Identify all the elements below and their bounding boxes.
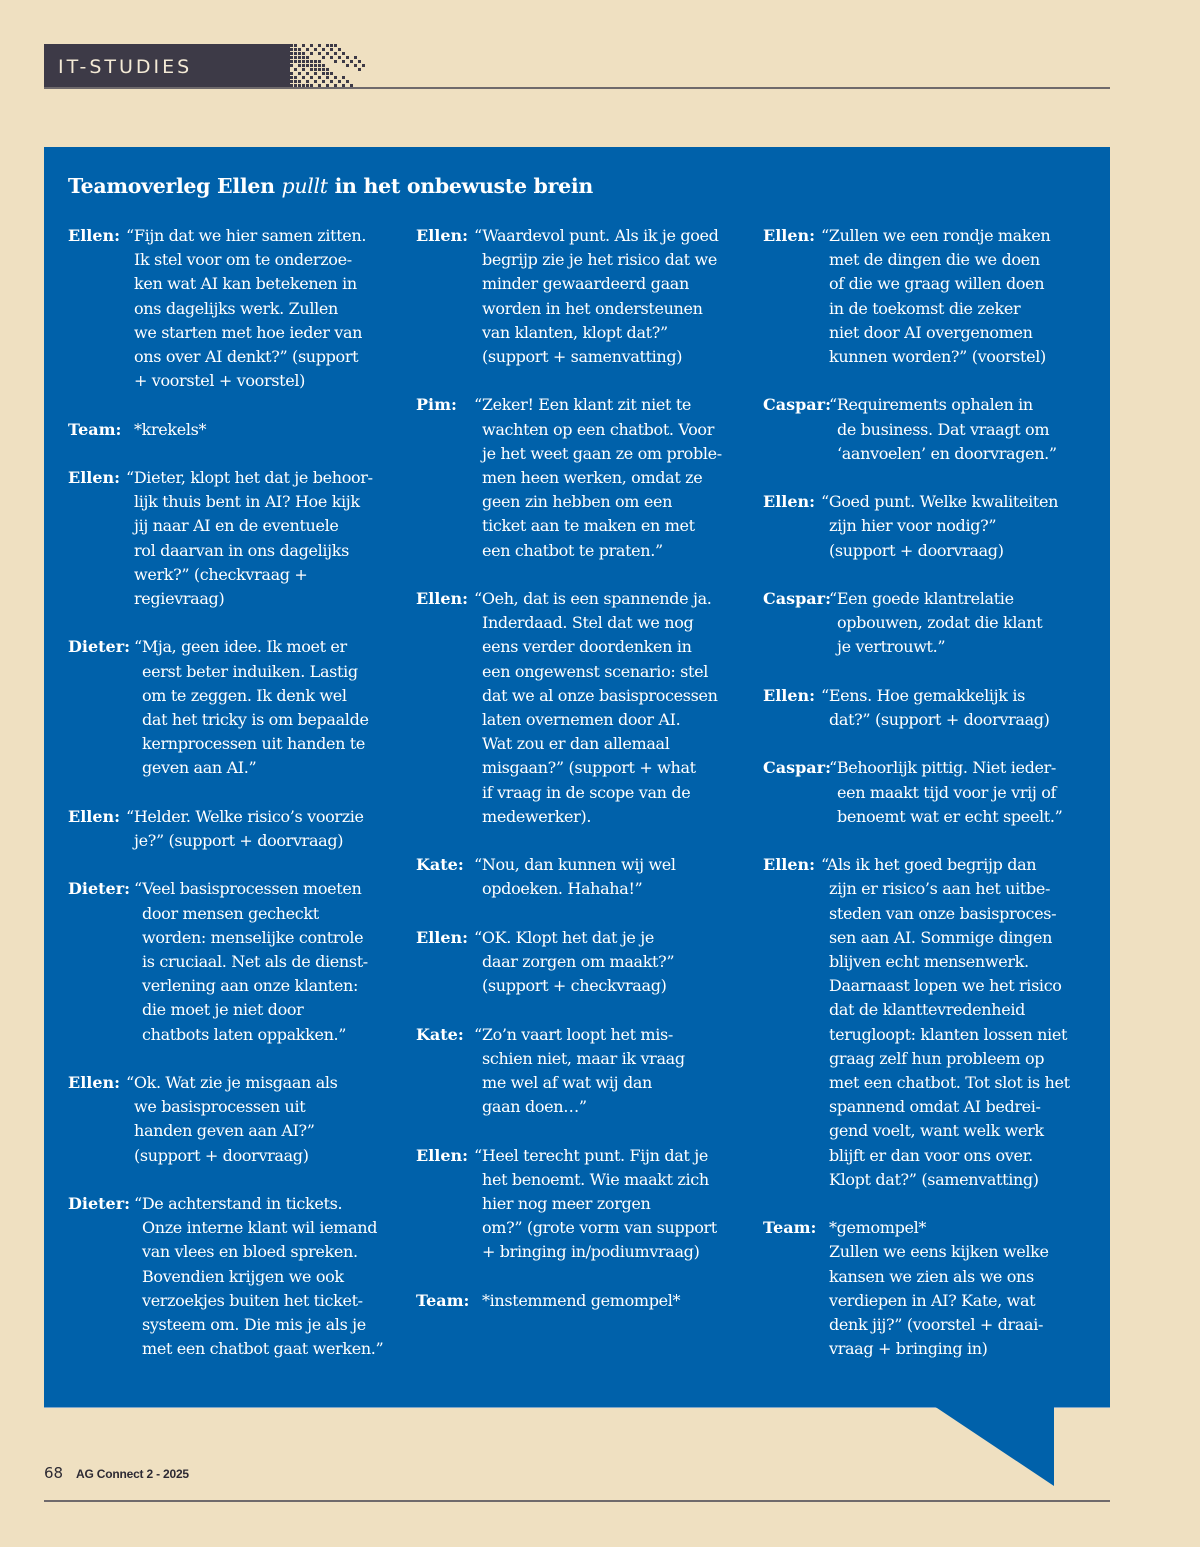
panel-title bbox=[68, 172, 593, 200]
dialogue-entry bbox=[68, 635, 408, 780]
publication-name: AG Connect 2 - 2025 bbox=[76, 1467, 189, 1481]
header-divider bbox=[44, 87, 1110, 89]
speech-text: “Mja, geen idee. Ik moet er eerst beter induiken. Lastig om te zeggen. Ik denk wel dat het tricky is om bepaalde kernprocessen uit handen te geven aan AI.” bbox=[134, 637, 369, 778]
speech-text: “Ok. Wat zie je misgaan als we basisprocessen uit handen geven aan AI?” (support + doorvraag) bbox=[126, 1073, 338, 1165]
dialogue-entry bbox=[416, 393, 756, 562]
speaker-name: Team: bbox=[68, 419, 122, 439]
dialogue-entry bbox=[68, 805, 408, 853]
dialogue-entry bbox=[416, 853, 756, 901]
dialogue-entry bbox=[763, 393, 1103, 466]
speaker-name: Team: bbox=[416, 1290, 470, 1310]
dialogue-entry bbox=[416, 1144, 756, 1265]
speech-text: “Waardevol punt. Als ik je goed begrijp zie je het risico dat we minder gewaardeerd gaan worden in het ondersteunen van klanten, klopt dat?” (support + samenvatting) bbox=[474, 226, 719, 367]
speech-text: “Een goede klantrelatie opbouwen, zodat die klant je vertrouwt.” bbox=[829, 589, 1043, 657]
speaker-name: Ellen: bbox=[416, 927, 469, 947]
dialogue-column-1 bbox=[68, 224, 408, 1386]
dialogue-entry bbox=[763, 684, 1103, 732]
speech-text: “De achterstand in tickets. Onze interne klant wil iemand van vlees en bloed spreken. Bovendien krijgen we ook verzoekjes buiten het ticket- systeem om. Die mis je als je met een chatbot gaat werken.” bbox=[134, 1194, 384, 1359]
speech-text: “Eens. Hoe gemakkelijk is dat?” (support + doorvraag) bbox=[821, 685, 1050, 729]
speaker-name: Ellen: bbox=[68, 468, 121, 487]
dialogue-entry bbox=[68, 877, 408, 1046]
speaker-name: Ellen: bbox=[763, 492, 816, 512]
speech-text: *instemmend gemompel* bbox=[482, 1290, 681, 1310]
speaker-name: Kate: bbox=[416, 1024, 464, 1044]
speech-text: “Zullen we een rondje maken met de dingen die we doen of die we graag willen doen in de toekomst die zeker niet door AI overgenomen kunnen worden?” (voorstel) bbox=[821, 226, 1051, 367]
speaker-name: Caspar: bbox=[763, 589, 831, 608]
speech-text: “Helder. Welke risico’s voorzie je?” (support + doorvraag) bbox=[126, 806, 364, 851]
dialogue-entry bbox=[68, 1192, 408, 1361]
speaker-name: Ellen: bbox=[68, 1073, 121, 1093]
speech-text: “Dieter, klopt het dat je behoor- lijk thuis bent in AI? Hoe kijk jij naar AI en de eventuele rol daarvan in ons dagelijks werk?” (checkvraag + regievraag) bbox=[126, 468, 373, 609]
speaker-name: Ellen: bbox=[763, 226, 816, 245]
title-italic-word: pullt bbox=[281, 174, 328, 198]
speaker-name: Ellen: bbox=[416, 1145, 469, 1165]
dialogue-entry bbox=[763, 490, 1103, 563]
speaker-name: Caspar: bbox=[763, 395, 831, 415]
page-number: 68 bbox=[44, 1464, 64, 1482]
dialogue-entry bbox=[763, 587, 1103, 660]
dither-pattern-decoration bbox=[286, 43, 366, 88]
speaker-name: Team: bbox=[763, 1218, 817, 1238]
speaker-name: Ellen: bbox=[763, 685, 816, 705]
dialogue-entry bbox=[68, 466, 408, 611]
speech-text: “Veel basisprocessen moeten door mensen gecheckt worden: menselijke controle is cruciaal. Net als de dienst- verlening aan onze klanten: die moet je niet door chatbots laten oppakken.” bbox=[134, 879, 368, 1044]
speaker-name: Dieter: bbox=[68, 879, 131, 899]
dialogue-entry bbox=[68, 1071, 408, 1168]
speaker-name: Ellen: bbox=[68, 806, 121, 826]
footer-divider bbox=[44, 1500, 1110, 1502]
section-label: IT-STUDIES bbox=[58, 56, 193, 78]
dialogue-column-3 bbox=[763, 224, 1103, 1386]
speaker-name: Caspar: bbox=[763, 758, 831, 778]
speech-text: “Requirements ophalen in de business. Dat vraagt om ‘aanvoelen’ en doorvragen.” bbox=[829, 395, 1057, 463]
speaker-name: Kate: bbox=[416, 855, 464, 875]
dialogue-entry bbox=[68, 224, 408, 393]
speech-text: “Behoorlijk pittig. Niet ieder- een maakt tijd voor je vrij of benoemt wat er echt speelt.” bbox=[829, 758, 1063, 826]
speech-text: *krekels* bbox=[134, 419, 207, 439]
dialogue-column-2 bbox=[416, 224, 756, 1337]
dialogue-entry bbox=[416, 1289, 756, 1313]
speech-text: “Fijn dat we hier samen zitten. Ik stel voor om te onderzoe- ken wat AI kan betekenen in ons dagelijks werk. Zullen we starten met hoe ieder van ons over AI denkt?” (support + voorstel + voorstel) bbox=[126, 226, 367, 391]
dialogue-entry bbox=[68, 418, 408, 442]
speaker-name: Dieter: bbox=[68, 637, 131, 657]
dialogue-entry bbox=[763, 224, 1103, 369]
speech-bubble-tail bbox=[934, 1406, 1054, 1486]
speech-text: “Oeh, dat is een spannende ja. Inderdaad. Stel dat we nog eens verder doordenken in een ongewenst scenario: stel dat we al onze basisprocessen laten overnemen door AI. Wat zou er dan allemaal misgaan?” (support + what if vraag in de scope van de medewerker). bbox=[474, 589, 718, 826]
title-part-1: Teamoverleg Ellen bbox=[68, 174, 282, 198]
title-part-2: in het onbewuste brein bbox=[327, 174, 593, 198]
speaker-name: Ellen: bbox=[416, 226, 469, 245]
speaker-name: Ellen: bbox=[763, 855, 816, 875]
speaker-name: Ellen: bbox=[416, 589, 469, 609]
speaker-name: Dieter: bbox=[68, 1194, 131, 1214]
speech-text: “Zo’n vaart loopt het mis- schien niet, maar ik vraag me wel af wat wij dan gaan doen…” bbox=[474, 1024, 685, 1117]
speaker-name: Ellen: bbox=[68, 226, 121, 245]
dialogue-entry bbox=[763, 1216, 1103, 1361]
dialogue-entry bbox=[763, 853, 1103, 1192]
dialogue-entry bbox=[763, 756, 1103, 829]
speech-text: *gemompel* Zullen we eens kijken welke kansen we zien als we ons verdiepen in AI? Kate, wat denk jij?” (voorstel + draai- vraag + bringing in) bbox=[829, 1218, 1049, 1359]
dialogue-entry bbox=[416, 926, 756, 999]
dialogue-entry bbox=[416, 1023, 756, 1120]
speech-text: “Zeker! Een klant zit niet te wachten op een chatbot. Voor je het weet gaan ze om proble- men heen werken, omdat ze geen zin hebben om een ticket aan te maken en met een chatbot te praten.” bbox=[474, 395, 722, 560]
dialogue-entry bbox=[416, 587, 756, 829]
dialogue-entry bbox=[416, 224, 756, 369]
speech-text: “OK. Klopt het dat je je daar zorgen om maakt?” (support + checkvraag) bbox=[474, 927, 675, 996]
speech-text: “Goed punt. Welke kwaliteiten zijn hier voor nodig?” (support + doorvraag) bbox=[821, 492, 1059, 560]
speaker-name: Pim: bbox=[416, 395, 457, 415]
speech-text: “Nou, dan kunnen wij wel opdoeken. Hahaha!” bbox=[474, 855, 676, 899]
speech-text: “Als ik het goed begrijp dan zijn er risico’s aan het uitbe- steden van onze basisproces- sen aan AI. Sommige dingen blijven echt mensenwerk. Daarnaast lopen we het risico dat de klanttevredenheid terugloopt: klanten lossen niet graag zelf hun probleem op met een chatbot. Tot slot is het spannend omdat AI bedrei- gend voelt, want welk werk blijft er dan voor ons over. Klopt dat?” (samenvatting) bbox=[821, 855, 1070, 1189]
speech-text: “Heel terecht punt. Fijn dat je het benoemt. Wie maakt zich hier nog meer zorgen om?” (grote vorm van support + bringing in/podiumvraag) bbox=[474, 1145, 717, 1262]
